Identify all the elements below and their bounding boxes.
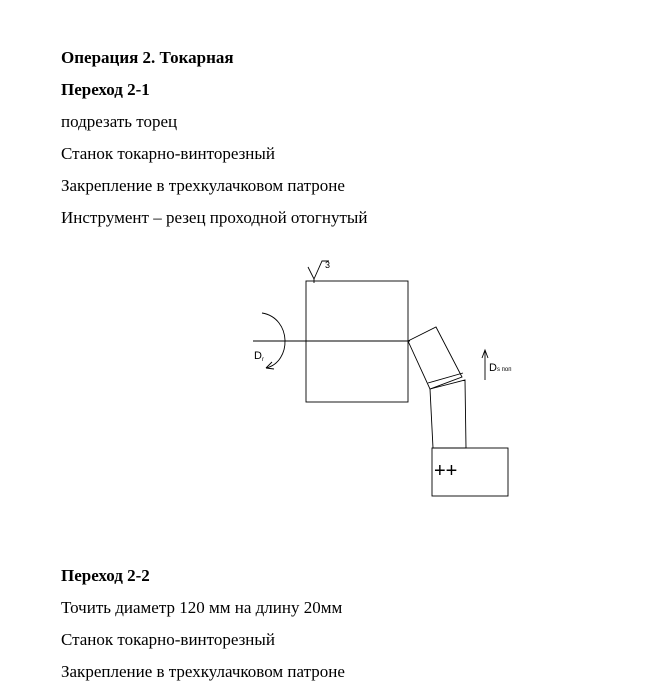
step-title-2-1: Переход 2-1 — [61, 80, 150, 99]
roughness-value: 3 — [325, 260, 331, 270]
rotation-label: Dr — [254, 350, 264, 363]
step-2-2-fixture: Закрепление в трехкулачковом патроне — [61, 662, 345, 681]
holder-marks: ++ — [434, 460, 458, 482]
step-2-2-description: Точить диаметр 120 мм на длину 20мм — [61, 598, 343, 617]
cutter-shank — [430, 380, 466, 448]
feed-label: Ds поп — [489, 362, 512, 374]
tool-line: Инструмент – резец проходной отогнутый — [61, 208, 368, 227]
machine-line: Станок токарно-винторезный — [61, 144, 275, 163]
cutter-head — [408, 327, 462, 389]
operation-title: Операция 2. Токарная — [61, 48, 234, 67]
step-description: подрезать торец — [61, 112, 178, 131]
step-2-2-machine: Станок токарно-винторезный — [61, 630, 275, 649]
rotation-arrow — [262, 313, 285, 368]
workpiece — [306, 281, 408, 402]
step-title-2-2: Переход 2-2 — [61, 566, 150, 585]
fixture-line: Закрепление в трехкулачковом патроне — [61, 176, 345, 195]
